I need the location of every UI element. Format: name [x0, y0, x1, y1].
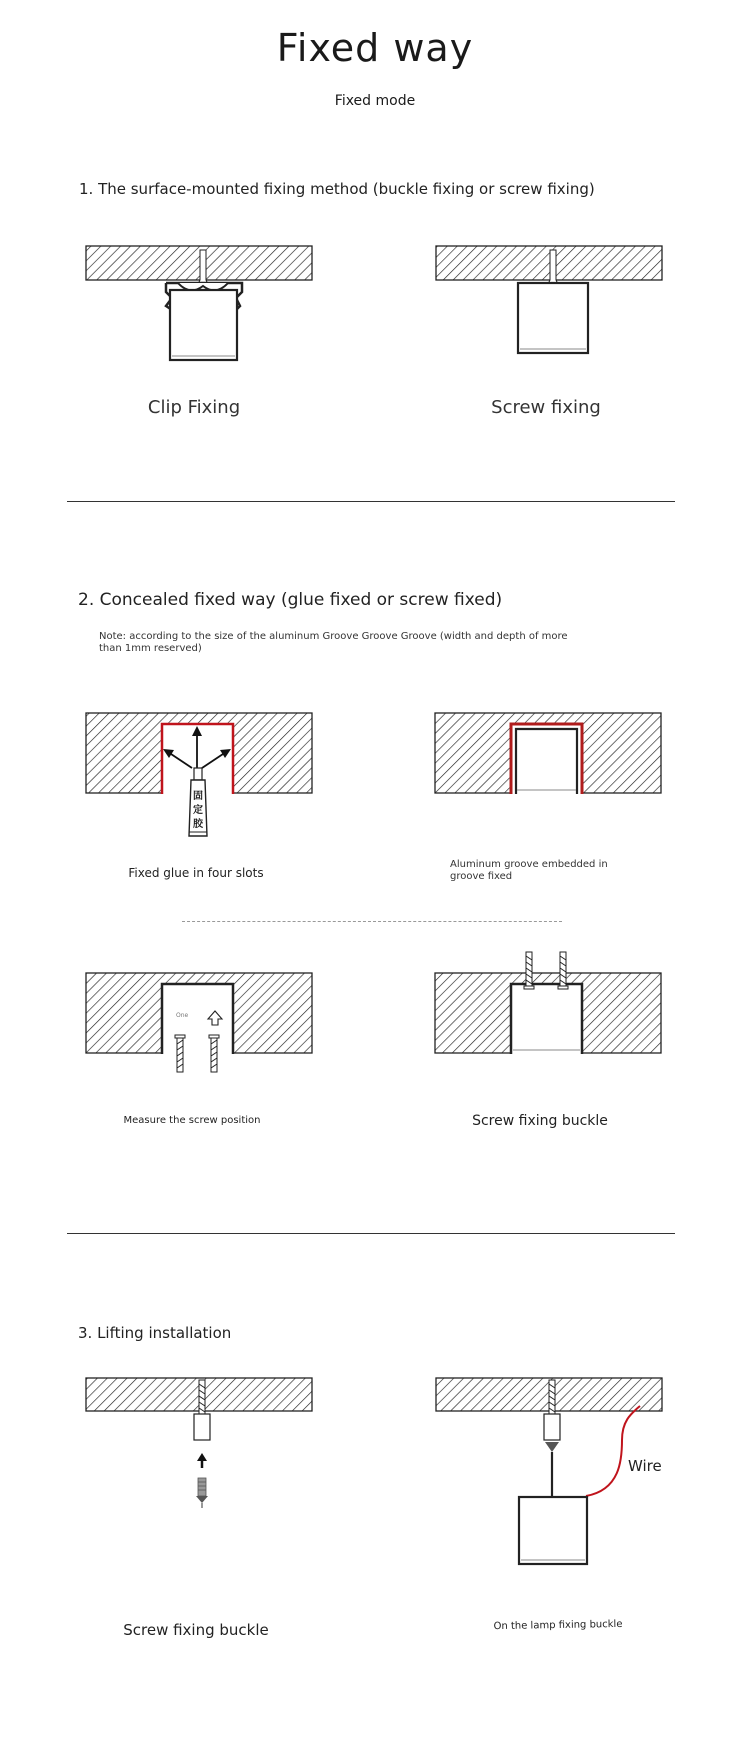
- wire-label: Wire: [628, 1457, 662, 1475]
- caption-clip-fixing: Clip Fixing: [147, 397, 241, 418]
- caption-lift-right: On the lamp fixing buckle: [493, 1618, 623, 1633]
- caption-lift-left: Screw fixing buckle: [123, 1621, 269, 1639]
- lifting-left-diagram: [86, 1378, 312, 1508]
- caption-measure: Measure the screw position: [123, 1115, 261, 1126]
- embedded-groove-diagram: [435, 713, 661, 794]
- caption-embedded: Aluminum groove embedded in groove fixed: [450, 859, 608, 882]
- screw-buckle-diagram: [435, 952, 661, 1054]
- screw-fixing-diagram: [436, 246, 662, 353]
- section2-note: Note: according to the size of the aluminum Groove Groove Groove (width and depth of more than 1mm reserved): [99, 631, 568, 654]
- section-divider-1: [67, 501, 675, 502]
- measure-screw-diagram: [86, 973, 312, 1072]
- caption-screw-fixing: Screw fixing: [491, 397, 601, 418]
- suspension-head-icon: [196, 1478, 208, 1508]
- section2-heading: 2. Concealed fixed way (glue fixed or screw fixed): [78, 590, 503, 610]
- mini-label: One: [176, 1012, 189, 1019]
- glue-tube-label: 固 定 胶: [193, 791, 203, 830]
- caption-fixed-glue: Fixed glue in four slots: [128, 866, 264, 880]
- page-subtitle: Fixed mode: [334, 93, 416, 109]
- page-title: Fixed way: [276, 26, 474, 70]
- section3-heading: 3. Lifting installation: [78, 1324, 232, 1342]
- section-divider-2: [67, 1233, 675, 1234]
- caption-screw-buckle: Screw fixing buckle: [472, 1113, 608, 1129]
- clip-fixing-diagram: [86, 246, 312, 360]
- section1-heading: 1. The surface-mounted fixing method (buckle fixing or screw fixing): [79, 180, 595, 198]
- dashed-divider: [182, 921, 562, 922]
